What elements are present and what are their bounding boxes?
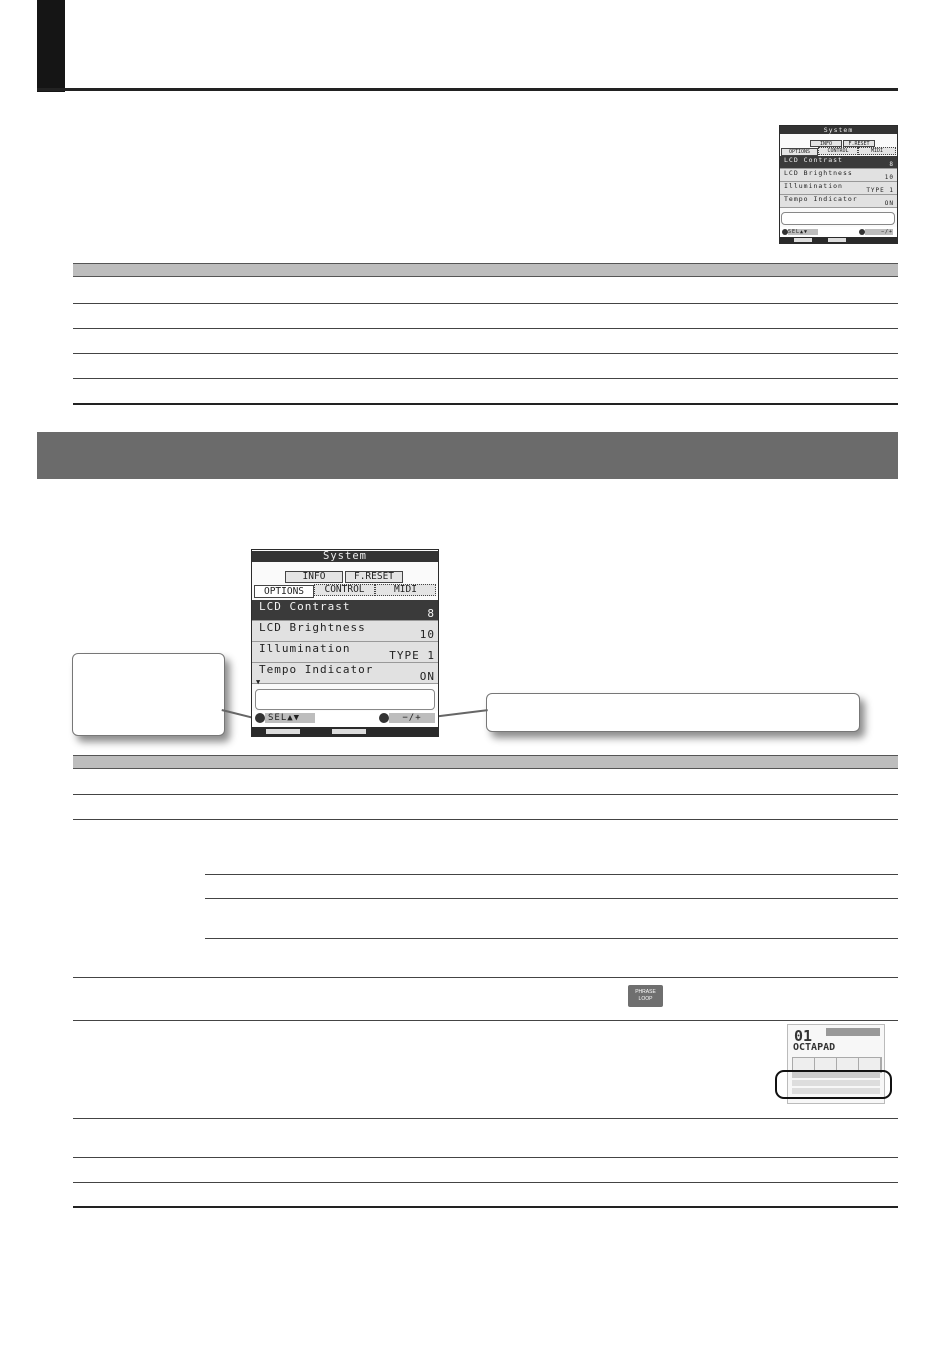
table2-rule (73, 1118, 898, 1119)
function-key-2[interactable] (332, 729, 366, 734)
footer-sel: SEL▲▼ (788, 229, 818, 235)
footer-value: −/+ (865, 229, 893, 235)
screen-footer (252, 711, 438, 736)
callout-change-value (486, 693, 860, 732)
callout-leader (432, 709, 488, 717)
row-lcd-contrast[interactable]: LCD Contrast 8 (780, 156, 897, 169)
function-key-2[interactable] (828, 238, 846, 242)
table1-rule (73, 353, 898, 354)
tab-f-reset[interactable]: F.RESET (843, 140, 875, 147)
kit-header-strip (826, 1028, 880, 1036)
sel-knob-icon (255, 713, 265, 723)
table2-rule (73, 1182, 898, 1183)
row-illumination[interactable]: Illumination TYPE 1 (252, 642, 438, 663)
callout-select-parameter (72, 653, 225, 736)
header-rule (37, 88, 898, 91)
phrase-loop-button (628, 985, 663, 1007)
function-key-1[interactable] (266, 729, 300, 734)
kit-name: OCTAPAD (793, 1042, 836, 1053)
tab-midi[interactable]: MIDI (375, 584, 436, 596)
phrase-loop-label-1: PHRASE (635, 989, 656, 995)
function-bar (780, 237, 897, 243)
tab-info[interactable]: INFO (810, 140, 842, 147)
screen-title: System (780, 126, 897, 134)
table2-header (73, 755, 898, 769)
phrase-loop-label-2: LOOP (638, 996, 653, 1002)
table2-bottom-rule (73, 1206, 898, 1208)
tab-midi[interactable]: MIDI (858, 147, 896, 155)
function-bar (252, 727, 438, 736)
table1-header (73, 263, 898, 277)
value-knob-icon (379, 713, 389, 723)
footer-sel: SEL▲▼ (265, 713, 315, 723)
tab-control[interactable]: CONTROL (818, 147, 858, 155)
table1-rule (73, 303, 898, 304)
tab-options[interactable]: OPTIONS (254, 585, 314, 598)
screen-title: System (252, 551, 438, 562)
section-heading-bar (37, 432, 898, 479)
system-screen-thumbnail (779, 125, 898, 244)
row-illumination[interactable]: Illumination TYPE 1 (780, 182, 897, 195)
table2-rule (73, 819, 898, 820)
row-tempo-indicator[interactable]: Tempo Indicator ON (780, 195, 897, 208)
table2-subrule (205, 938, 898, 939)
system-screen (251, 549, 439, 737)
tab-f-reset[interactable]: F.RESET (345, 571, 403, 583)
table1-rule (73, 328, 898, 329)
table2-subrule (205, 874, 898, 875)
row-lcd-brightness[interactable]: LCD Brightness 10 (252, 621, 438, 642)
table1-rule (73, 378, 898, 379)
table2-rule (73, 977, 898, 978)
row-lcd-brightness[interactable]: LCD Brightness 10 (780, 169, 897, 182)
tab-options[interactable]: OPTIONS (781, 148, 818, 156)
table2-rule (73, 1157, 898, 1158)
screen-footer (780, 227, 897, 243)
footer-value: −/+ (389, 713, 435, 723)
kit-number: 01 (794, 1027, 813, 1045)
highlight-frame (775, 1070, 892, 1099)
row-tempo-indicator[interactable]: Tempo Indicator ON (252, 663, 438, 684)
table2-rule (73, 1020, 898, 1021)
function-key-1[interactable] (794, 238, 812, 242)
table2-subrule (205, 898, 898, 899)
scroll-down-icon: ▼ (256, 678, 261, 686)
tab-control[interactable]: CONTROL (314, 584, 375, 596)
message-area (255, 689, 435, 710)
message-area (781, 212, 895, 225)
row-lcd-contrast[interactable]: LCD Contrast 8 (252, 600, 438, 621)
tab-info[interactable]: INFO (285, 571, 343, 583)
chapter-tab (37, 0, 65, 92)
table1-bottom-rule (73, 403, 898, 405)
table2-rule (73, 794, 898, 795)
